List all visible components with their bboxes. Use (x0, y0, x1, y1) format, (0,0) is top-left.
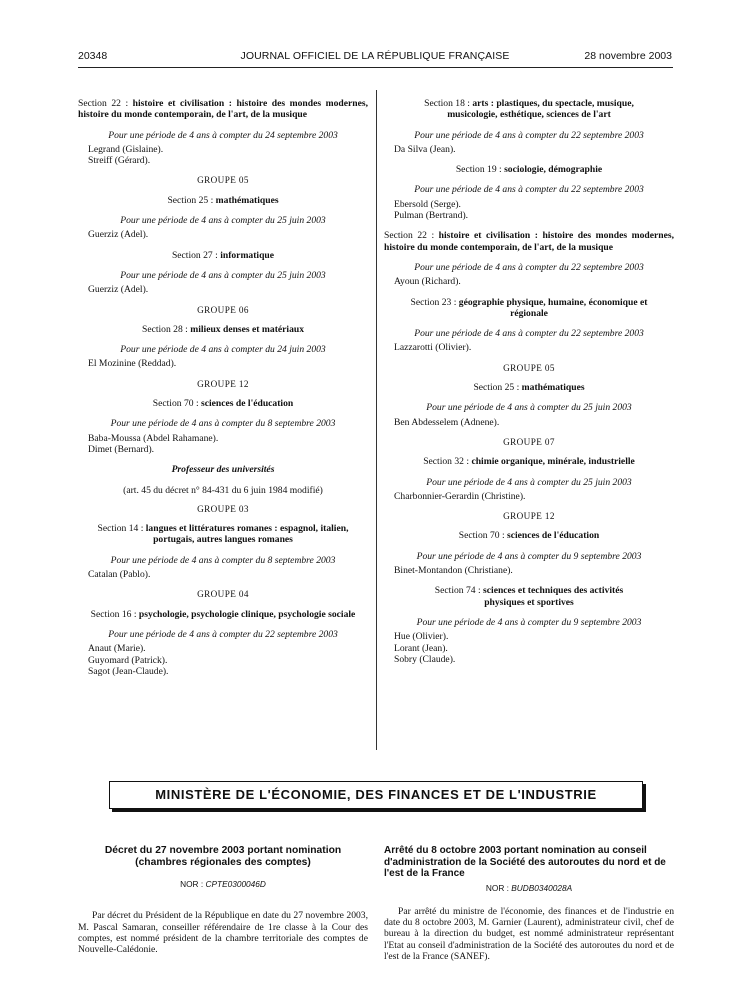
period: Pour une période de 4 ans à compter du 25 juin 2003 (120, 269, 326, 281)
name-item: Guerziz (Adel). (88, 284, 149, 296)
period: Pour une période de 4 ans à compter du 22 septembre 2003 (414, 184, 644, 196)
name-item: Guerziz (Adel). (88, 229, 149, 241)
section-heading: Section 16 : psychologie, psychologie clinique, psychologie sociale (90, 608, 356, 620)
group-heading: GROUPE 07 (503, 436, 555, 447)
decree-title: Arrêté du 8 octobre 2003 portant nomination au conseil d'administration de la Société des autoroutes du nord et de l'est de la France (384, 845, 666, 879)
decree-body: Par arrêté du ministre de l'économie, des finances et de l'industrie en date du 8 octobre 2003, M. Garnier (Laurent), administrateur civil, chef de bureau à la direction du budget, est nommé administrateur représentant l'Etat au conseil d'administration de la Société des autoroutes du nord et de l'est de la France (SANEF). (384, 905, 674, 962)
group-heading: GROUPE 05 (503, 362, 555, 373)
period: Pour une période de 4 ans à compter du 8 septembre 2003 (110, 418, 336, 430)
period: Pour une période de 4 ans à compter du 25 juin 2003 (426, 476, 632, 488)
group-heading: GROUPE 12 (503, 511, 555, 522)
period: Pour une période de 4 ans à compter du 9 septembre 2003 (416, 550, 642, 562)
header-rule (78, 67, 673, 68)
period: Pour une période de 4 ans à compter du 24 septembre 2003 (108, 129, 338, 141)
section-heading: Section 25 : mathématiques (473, 382, 585, 394)
legal-reference: (art. 45 du décret n° 84-431 du 6 juin 1984 modifié) (123, 484, 323, 496)
name-list (78, 229, 368, 240)
right-column (384, 98, 674, 674)
section-heading: Section 25 : mathématiques (167, 194, 279, 206)
period: Pour une période de 4 ans à compter du 25 juin 2003 (120, 215, 326, 227)
name-item: El Mozinine (Reddad). (88, 358, 177, 370)
name-item: Lorant (Jean). (394, 642, 448, 654)
name-item: Pulman (Bertrand). (394, 210, 469, 222)
section-heading: Section 70 : sciences de l'éducation (152, 398, 294, 410)
section-heading: Section 14 : langues et littératures romanes : espagnol, italien, portugais, autres langues romanes (97, 523, 349, 546)
name-list (384, 144, 674, 155)
period: Pour une période de 4 ans à compter du 22 septembre 2003 (414, 261, 644, 273)
name-item: Streiff (Gérard). (88, 155, 151, 167)
section-heading: Section 32 : chimie organique, minérale, industrielle (423, 456, 635, 468)
name-item: Charbonnier-Gerardin (Christine). (394, 490, 526, 502)
page-number: 20348 (78, 50, 108, 62)
name-list (78, 284, 368, 295)
name-list (78, 569, 368, 580)
page-header (78, 50, 672, 64)
section-heading: Section 23 : géographie physique, humaine, économique et régionale (410, 296, 648, 319)
name-list (78, 144, 368, 167)
decree-body: Par décret du Président de la République en date du 27 novembre 2003, M. Pascal Samaran, conseiller référendaire de 1re classe à la Cour des comptes, est nommé président de la chambre territoriale des comptes de Nouvelle-Calédonie. (78, 910, 368, 956)
name-item: Sagot (Jean-Claude). (88, 665, 169, 677)
section-heading: Section 27 : informatique (171, 249, 275, 261)
section-heading: Section 19 : sociologie, démographie (455, 164, 603, 176)
name-item: Ebersold (Serge). (394, 198, 461, 210)
section-heading: Section 28 : milieux denses et matériaux (141, 323, 304, 335)
name-item: Hue (Olivier). (394, 631, 449, 643)
name-list (78, 643, 368, 677)
column-divider (376, 90, 377, 750)
issue-date: 28 novembre 2003 (584, 50, 672, 62)
name-list (78, 358, 368, 369)
name-list (384, 491, 674, 502)
period: Pour une période de 4 ans à compter du 9 septembre 2003 (416, 616, 642, 628)
period: Pour une période de 4 ans à compter du 24 juin 2003 (120, 344, 326, 356)
section-heading: Section 18 : arts : plastiques, du spectacle, musique, musicologie, esthétique, sciences de l'art (424, 98, 634, 121)
name-item: Sobry (Claude). (394, 653, 456, 665)
group-heading: GROUPE 12 (197, 378, 249, 389)
name-item: Ayoun (Richard). (394, 276, 461, 288)
name-item: Da Silva (Jean). (394, 143, 456, 155)
group-heading: GROUPE 06 (197, 304, 249, 315)
rank-heading: Professeur des universités (171, 464, 275, 476)
left-column (78, 98, 368, 686)
period: Pour une période de 4 ans à compter du 22 septembre 2003 (108, 628, 338, 640)
section-heading: Section 70 : sciences de l'éducation (458, 530, 600, 542)
name-item: Baba-Moussa (Abdel Rahamane). (88, 432, 219, 444)
section-heading: Section 22 : histoire et civilisation : histoire des mondes modernes, histoire du monde contemporain, de l'art, de la musique (78, 98, 368, 121)
name-item: Catalan (Pablo). (88, 569, 151, 581)
journal-title: JOURNAL OFFICIEL DE LA RÉPUBLIQUE FRANÇAISE (240, 50, 510, 62)
name-item: Anaut (Marie). (88, 643, 146, 655)
name-list (384, 417, 674, 428)
decree-title: Décret du 27 novembre 2003 portant nomination (chambres régionales des comptes) (104, 845, 342, 868)
name-item: Ben Abdesselem (Adnene). (394, 416, 500, 428)
name-list (384, 565, 674, 576)
decree-right (384, 845, 674, 962)
name-item: Lazzarotti (Olivier). (394, 342, 472, 354)
name-list (384, 199, 674, 222)
name-list (78, 433, 368, 456)
name-item: Dimet (Bernard). (88, 443, 155, 455)
name-list (384, 342, 674, 353)
nor-reference: NOR : CPTE0300046D (180, 879, 266, 889)
name-item: Guyomard (Patrick). (88, 654, 168, 666)
period: Pour une période de 4 ans à compter du 25 juin 2003 (426, 402, 632, 414)
name-item: Binet-Montandon (Christiane). (394, 565, 513, 577)
period: Pour une période de 4 ans à compter du 8 septembre 2003 (110, 554, 336, 566)
group-heading: GROUPE 04 (197, 589, 249, 600)
section-heading: Section 74 : sciences et techniques des activités physiques et sportives (434, 585, 624, 608)
nor-reference: NOR : BUDB0340028A (485, 882, 573, 893)
group-heading: GROUPE 03 (197, 503, 249, 514)
decree-left (78, 845, 368, 955)
period: Pour une période de 4 ans à compter du 22 septembre 2003 (414, 129, 644, 141)
group-heading: GROUPE 05 (197, 175, 249, 186)
period: Pour une période de 4 ans à compter du 22 septembre 2003 (414, 328, 644, 340)
name-list (384, 631, 674, 665)
ministry-banner: MINISTÈRE DE L'ÉCONOMIE, DES FINANCES ET DE L'INDUSTRIE (109, 781, 643, 809)
name-item: Legrand (Gislaine). (88, 143, 164, 155)
section-heading: Section 22 : histoire et civilisation : histoire des mondes modernes, histoire du monde contemporain, de l'art, de la musique (384, 230, 674, 253)
name-list (384, 276, 674, 287)
